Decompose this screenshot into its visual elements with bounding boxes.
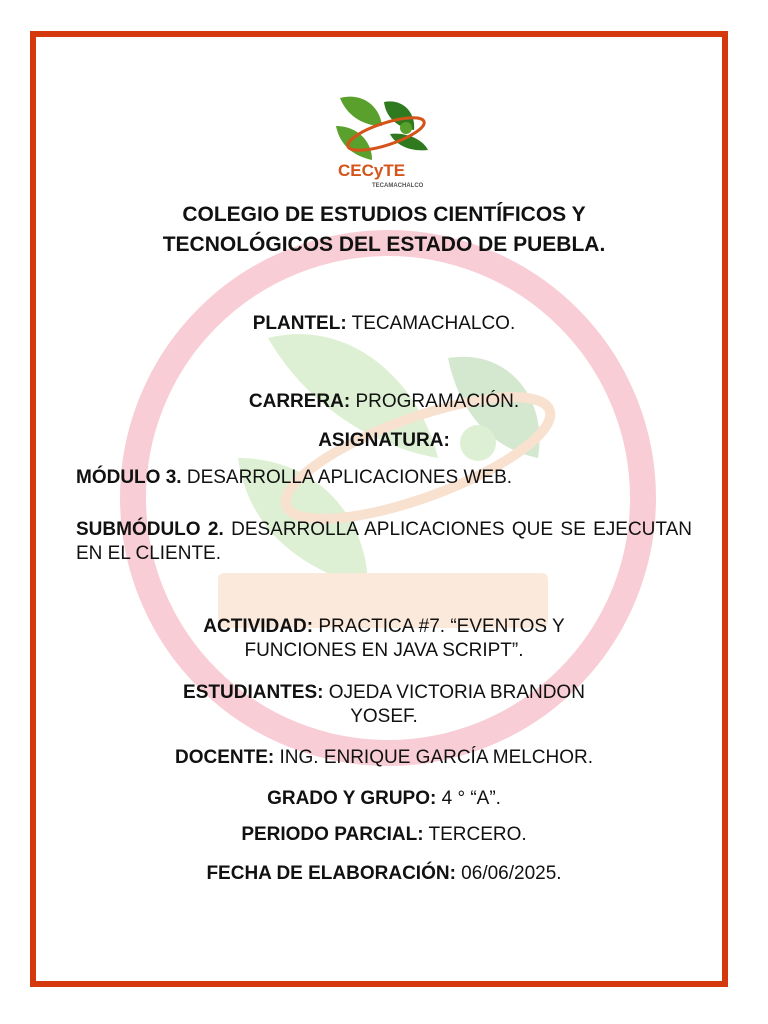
asignatura-line [60, 429, 708, 453]
fecha-line [60, 862, 708, 886]
estudiantes-label: ESTUDIANTES: [183, 682, 324, 703]
estudiantes-value-line-1: OJEDA VICTORIA BRANDON [323, 682, 585, 703]
carrera-label: CARRERA: [248, 391, 351, 412]
logo-name: CECyTE [338, 161, 406, 180]
carrera-value: PROGRAMACIÓN. [350, 391, 520, 412]
grado-value: 4 ° “A”. [436, 788, 501, 809]
carrera-line [60, 390, 708, 414]
logo-subtitle: TECAMACHALCO [372, 183, 424, 189]
estudiantes-line [60, 681, 708, 729]
docente-line [60, 746, 708, 770]
school-title-line-1: COLEGIO DE ESTUDIOS CIENTÍFICOS Y [182, 203, 586, 226]
modulo-value: DESARROLLA APLICACIONES WEB. [181, 467, 513, 488]
logo-atom-icon [400, 122, 412, 134]
fecha-value: 06/06/2025. [455, 863, 562, 884]
asignatura-label: ASIGNATURA: [318, 430, 450, 451]
grado-label: GRADO Y GRUPO: [267, 788, 437, 809]
estudiantes-value-line-2: YOSEF. [350, 706, 418, 727]
cecyte-logo [332, 92, 436, 190]
docente-label: DOCENTE: [174, 747, 275, 768]
actividad-value-line-1: PRACTICA #7. “EVENTOS Y [313, 616, 565, 637]
modulo-line [76, 466, 694, 490]
logo-leaf-icon [340, 97, 382, 126]
grado-line [60, 787, 708, 811]
periodo-label: PERIODO PARCIAL: [241, 824, 424, 845]
periodo-value: TERCERO. [423, 824, 527, 845]
submodulo-value: DESARROLLA APLICACIONES QUE SE EJECUTAN EN EL CLIENTE. [76, 519, 692, 564]
docente-value: ING. ENRIQUE GARCÍA MELCHOR. [274, 747, 594, 768]
modulo-label: MÓDULO 3. [76, 467, 182, 488]
plantel-line [60, 312, 708, 336]
actividad-label: ACTIVIDAD: [203, 616, 314, 637]
school-title-line-2: TECNOLÓGICOS DEL ESTADO DE PUEBLA. [162, 233, 606, 256]
periodo-line [60, 823, 708, 847]
plantel-label: PLANTEL: [252, 313, 347, 334]
fecha-label: FECHA DE ELABORACIÓN: [206, 863, 456, 884]
actividad-value-line-2: FUNCIONES EN JAVA SCRIPT”. [244, 640, 524, 661]
submodulo-label: SUBMÓDULO 2. [76, 519, 224, 540]
plantel-value: TECAMACHALCO. [346, 313, 516, 334]
actividad-line [60, 615, 708, 663]
submodulo-line [76, 518, 692, 566]
school-title [60, 200, 708, 260]
